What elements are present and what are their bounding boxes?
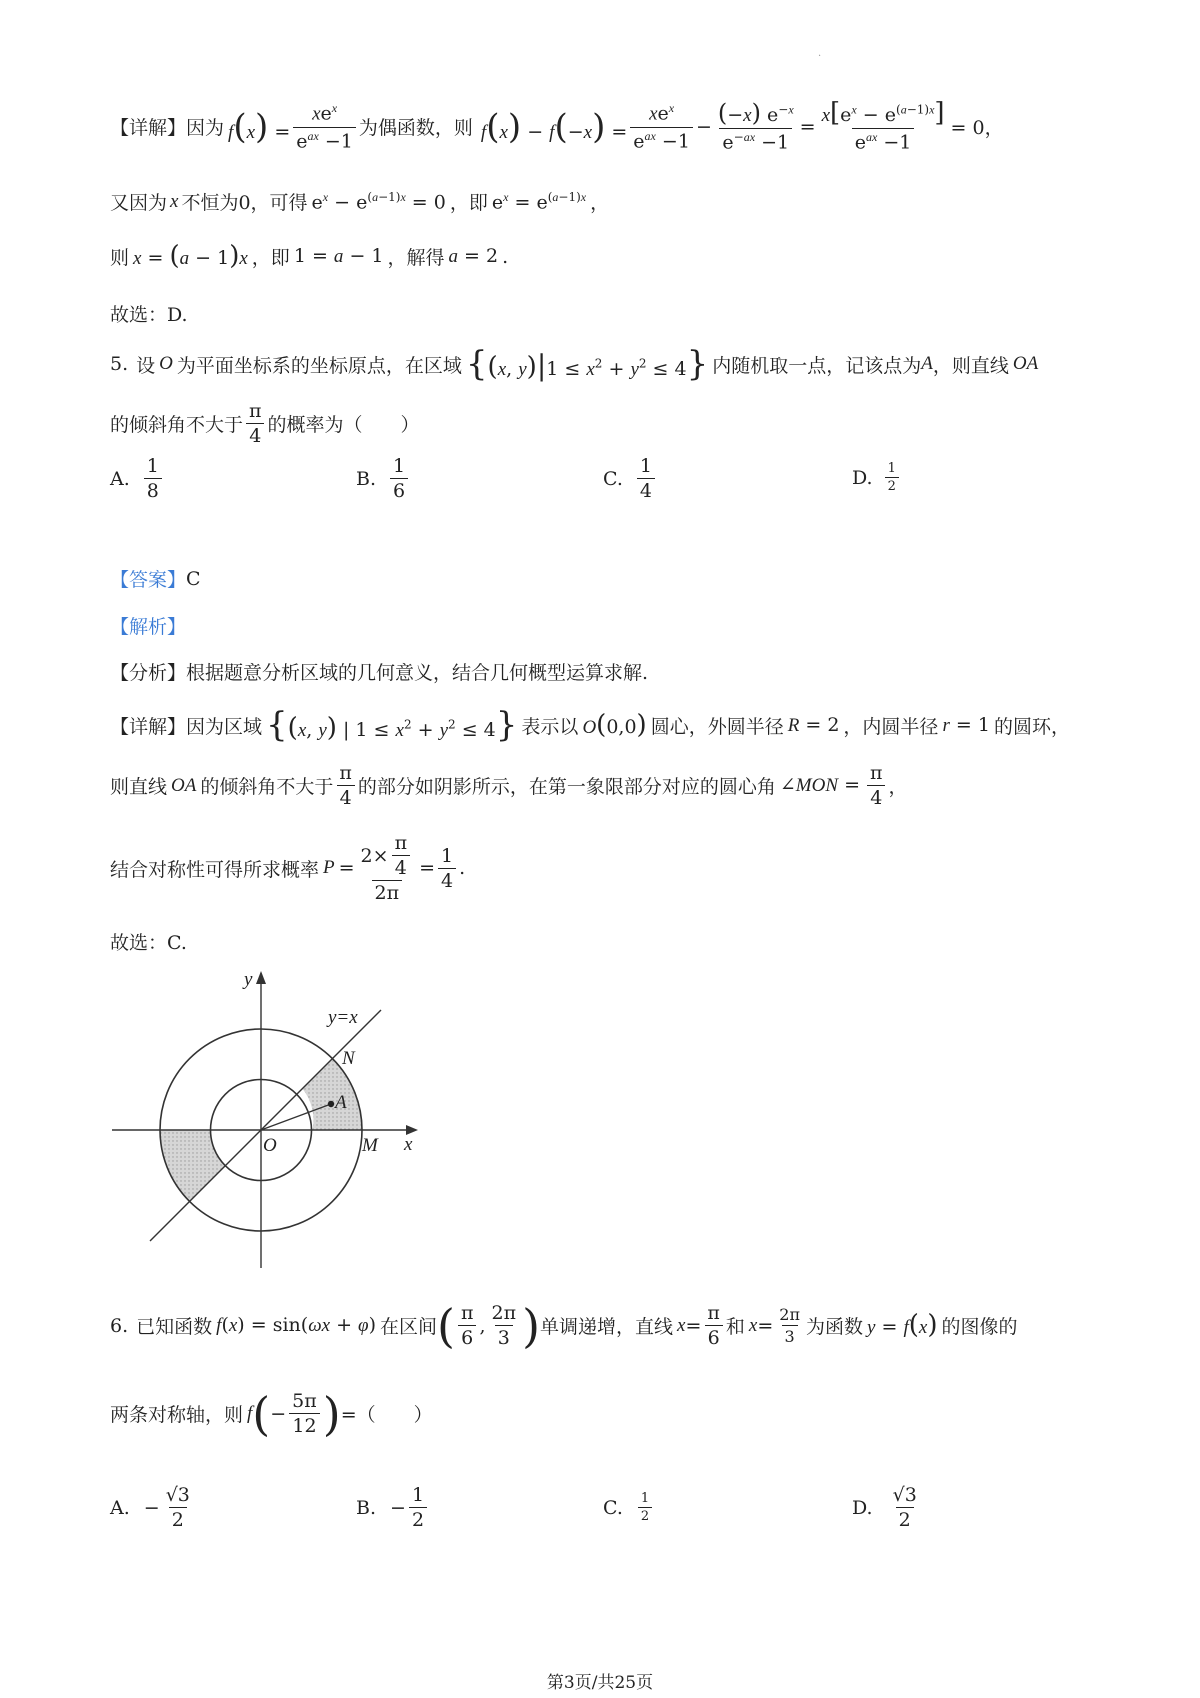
choice-5: 故选：C.: [110, 932, 187, 954]
answer-tag: 【答案】: [110, 569, 187, 591]
formula-R: R = 2: [787, 713, 840, 736]
line3-end: .: [502, 245, 509, 268]
label-y: y: [244, 969, 253, 990]
q5-text-e: 的倾斜角不大于: [110, 414, 244, 436]
fraction-2pi-3: $\frac{2\pi}{3}$: [491, 1302, 517, 1349]
formula-exp-eq: $e^x - e^{(a-1)x} = 0$: [311, 189, 446, 214]
formula-region-2: {(x, y) | $1 \le x^2 + y^2 \le 4$}: [266, 705, 518, 745]
formula-angle: ∠MON =: [779, 774, 860, 796]
q5-number: 5.: [110, 353, 129, 375]
q6-text-f: 的图像的: [941, 1316, 1018, 1338]
detail5-text-a: 因为区域: [186, 715, 263, 738]
detail5-line2-end: ，: [888, 776, 908, 798]
formula-y-fx: y = f(x): [867, 1310, 938, 1340]
line2-text-c: ，即: [449, 192, 488, 214]
option-label: A.: [110, 467, 130, 490]
option-fraction: $\frac{1}{2}$: [638, 1491, 652, 1524]
option-sign: −: [390, 1496, 406, 1519]
fraction-quarter: $\frac{1}{4}$: [438, 845, 456, 892]
q5-text-b: 为平面坐标系的坐标原点，在区域: [176, 354, 462, 377]
answer-value: C: [186, 567, 201, 590]
q6-line2-b: =（ ）: [340, 1404, 433, 1426]
header-mark: .: [818, 48, 822, 59]
q5-line-1: 5. 设 O 为平面坐标系的坐标原点，在区域 {(x, $y)|1 \le x^2 + y^2 \le 4$} 内随机取一点，记该点为 A ，则直线 OA: [110, 344, 1039, 384]
q6-option-d[interactable]: [852, 1484, 923, 1531]
option-label: D.: [852, 1496, 873, 1519]
formula-region: {(x, $y)|1 \le x^2 + y^2 \le 4$}: [465, 344, 709, 384]
option-sign: −: [143, 1496, 160, 1519]
option-fraction: $\frac{1}{2}$: [409, 1484, 427, 1531]
shaded-region-q1: [302, 1059, 362, 1130]
detail5-text-e: 的圆环，: [993, 715, 1070, 738]
option-label: D.: [852, 466, 873, 489]
detail-text-a: 因为: [186, 117, 225, 140]
page-footer: 第3页/共25页: [546, 1673, 654, 1693]
option-fraction: $\frac{√3}{2}$: [165, 1484, 190, 1531]
q6-text-d: 和: [725, 1316, 745, 1338]
detail-line-2: 又因为 x 不恒为0，可得 $e^x - e^{(a-1)x} = 0$ ，即 $e^x = e^{(a-1)x}$ ，: [110, 189, 610, 214]
label-A: A: [335, 1092, 347, 1113]
formula-r: r = 1: [942, 713, 990, 736]
q6-option-c[interactable]: [603, 1491, 655, 1524]
formula-sin: f(x) = sin(ωx + φ): [216, 1314, 376, 1336]
option-fraction: $\frac{1}{6}$: [390, 455, 408, 502]
q5-text-d: ，则直线: [932, 354, 1009, 377]
q5-text-f: 的概率为（ ）: [267, 414, 420, 436]
line3-text-c: ，解得: [387, 247, 445, 269]
detail5-line3-end: .: [459, 857, 466, 879]
q6-line2-a: 两条对称轴，则: [110, 1404, 244, 1426]
fraction-pi-4b: $\frac{\pi}{4}$: [336, 762, 355, 809]
formula-fx: f(x) =: [228, 106, 291, 147]
line3-text-a: 则: [110, 247, 130, 269]
shaded-region-q3: [160, 1130, 225, 1201]
analysis-tag-label: 【分析】: [110, 662, 187, 684]
q6-option-a[interactable]: [110, 1484, 196, 1531]
fraction-2pi-3b: $\frac{2\pi}{3}$: [779, 1305, 800, 1346]
detail-end: = 0，: [950, 117, 1004, 140]
detail5-line2-b: 的倾斜角不大于: [200, 776, 334, 798]
detail5-text-c: 圆心，外圆半径: [650, 715, 784, 738]
detail5-text-d: ，内圆半径: [843, 715, 939, 738]
label-line: y=x: [328, 1007, 358, 1028]
q6-text-b: 在区间: [379, 1316, 437, 1338]
q6-option-b[interactable]: [356, 1484, 430, 1531]
detail5-line2-c: 的部分如阴影所示，在第一象限部分对应的圆心角: [357, 776, 776, 798]
option-fraction: $\frac{√3}{2}$: [892, 1484, 917, 1531]
q6-line-1: 6. 已知函数 f(x) = sin(ωx + φ) 在区间 ( $\frac{\pi}{6}$ , $\frac{2\pi}{3}$ ) 单调递增，直线 x = $\frac{\pi}{6}$ 和 x = $\frac{2\pi}{3}$ 为函数 y = f(x) 的图像的: [110, 1298, 1018, 1353]
label-x: x: [404, 1134, 413, 1155]
formula-exp-eq2: $e^x = e^{(a-1)x}$: [491, 189, 587, 214]
option-fraction: $\frac{1}{4}$: [637, 455, 655, 502]
fraction-pi-6: $\frac{\pi}{6}$: [458, 1302, 477, 1349]
detail-tag: 【详解】: [110, 117, 187, 140]
detail5-line-2: 则直线 OA 的倾斜角不大于 $\frac{\pi}{4}$ 的部分如阴影所示，在第一象限部分对应的圆心角 ∠MON = $\frac{\pi}{4}$ ，: [110, 762, 908, 809]
option-fraction: $\frac{1}{8}$: [144, 455, 162, 502]
detail5-text-b: 表示以: [521, 715, 579, 738]
label-O: O: [263, 1135, 277, 1156]
detail5-line3-a: 结合对称性可得所求概率: [110, 858, 320, 881]
label-N: N: [342, 1048, 355, 1069]
formula-one-eq: 1 = a − 1: [293, 245, 384, 267]
option-label: B.: [356, 467, 377, 490]
choice-4: 故选：D.: [110, 304, 188, 326]
formula-fraction-3: $\frac{(-x) e^{-x}}{e^{-ax} -1}$: [717, 98, 794, 153]
line2-end: ，: [590, 192, 610, 214]
line2-text-a: 又因为: [110, 192, 168, 214]
option-label: C.: [603, 1496, 623, 1519]
line3-text-b: ，即: [251, 247, 290, 269]
formula-fraction-2: $\frac{xe^x}{e^{ax} -1}$: [630, 101, 693, 152]
fraction-probability: 2× $\frac{\pi}{4}$ 2π: [358, 832, 417, 904]
option-label: C.: [603, 467, 623, 490]
label-M: M: [362, 1135, 378, 1156]
detail5-tag: 【详解】: [110, 715, 187, 738]
fraction-5pi-12: $\frac{5\pi}{12}$: [289, 1390, 320, 1437]
q6-text-e: 为函数: [805, 1316, 863, 1338]
q5-text-c: 内随机取一点，记该点为: [712, 354, 922, 377]
fraction-pi-4c: $\frac{\pi}{4}$: [867, 762, 886, 809]
formula-fraction-4: $\frac{x[e^x - e^{(a-1)x}]}{e^{ax} -1}$: [821, 98, 945, 154]
q6-text-c: 单调递增，直线: [540, 1316, 674, 1338]
detail5-line-3: 结合对称性可得所求概率 P = 2× $\frac{\pi}{4}$ 2π = $\frac{1}{4}$ .: [110, 832, 466, 904]
q6-number: 6.: [110, 1314, 129, 1337]
q6-text-a: 已知函数: [136, 1316, 213, 1338]
formula-origin: O(0,0): [582, 709, 647, 740]
line2-text-b: 不恒为0，可得: [181, 192, 308, 214]
detail5-line2-a: 则直线: [110, 776, 168, 798]
analysis-text: 根据题意分析区域的几何意义，结合几何概型运算求解.: [186, 662, 649, 684]
fraction-pi-4: $\frac{\pi}{4}$: [246, 400, 265, 447]
analysis-tag-text: 【解析】: [110, 616, 187, 638]
formula-x-eq: x = (a − 1)x: [133, 241, 248, 271]
detail-line-1: 【详解】 因为 f(x) = $\frac{xe^x}{e^{ax} -1}$ 为偶函数，则 f(x) − f(−x) = $\frac{xe^x}{e^{ax} -1}$ − $\frac{(-x) e^{-x}}{e^{-ax} -1}$ = $\frac{x[e^x - e^{(a-1)x}]}{e^{ax} -1}$ = 0，: [110, 98, 1004, 154]
y-axis-arrow-icon: [256, 971, 266, 984]
option-label: A.: [110, 1496, 130, 1519]
q6-line-2: 两条对称轴，则 f ( − $\frac{5\pi}{12}$ ) =（ ）: [110, 1386, 433, 1441]
q5-text-a: 设: [136, 354, 156, 377]
fraction-pi-6b: $\frac{\pi}{6}$: [704, 1302, 723, 1349]
formula-fraction-1: $\frac{xe^x}{e^{ax} -1}$: [293, 101, 356, 152]
formula-a-eq: a = 2: [448, 245, 499, 267]
option-label: B.: [356, 1496, 377, 1519]
formula-diff: f(x) − f(−x) =: [480, 106, 628, 147]
point-A: [328, 1101, 334, 1107]
detail-text-b: 为偶函数，则: [358, 117, 473, 140]
option-fraction: $\frac{1}{2}$: [885, 461, 899, 494]
